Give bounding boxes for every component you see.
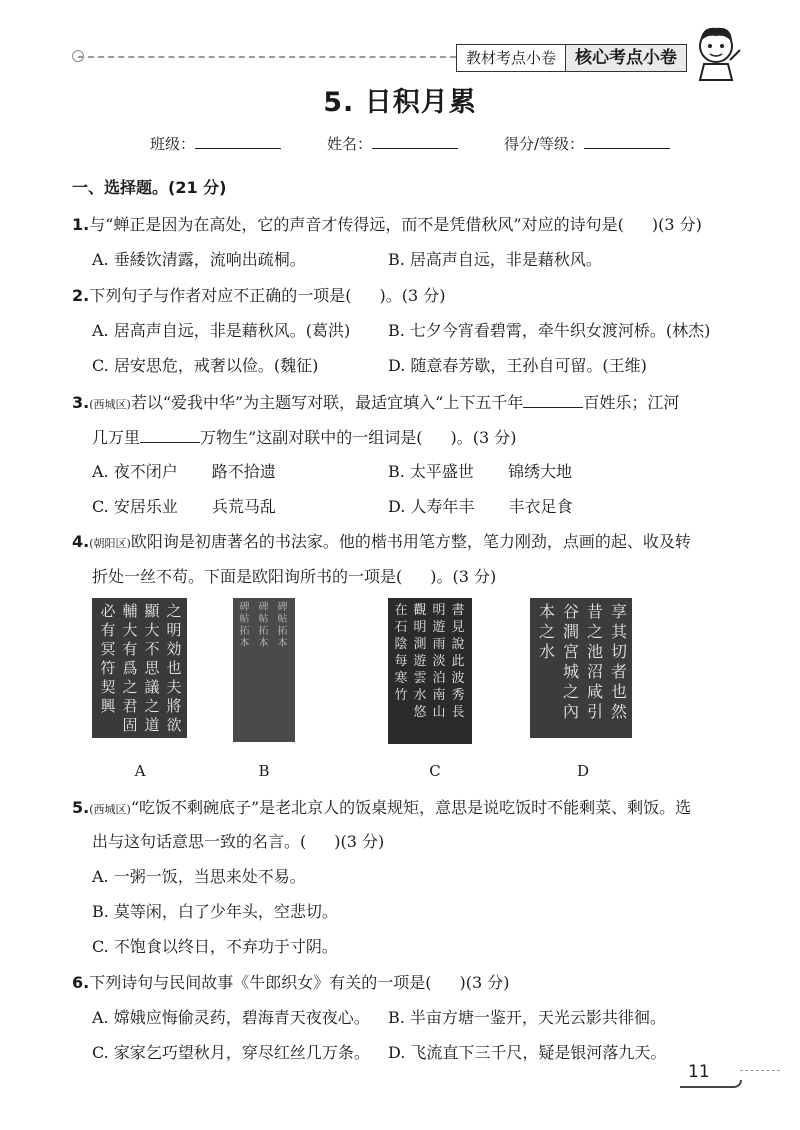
question-points: )。(3 分): [379, 286, 446, 305]
question-number: 3.: [72, 393, 90, 412]
question-3-line-1: [72, 392, 679, 415]
calligraphy-image-d[interactable]: [530, 598, 632, 738]
q5-option-c[interactable]: C. 不饱食以终日，不弃功于寸阴。: [92, 937, 338, 956]
question-text: 出与这句话意思一致的名言。(: [92, 832, 307, 851]
name-label: 姓名：: [326, 135, 372, 153]
callig-column: 輔大有爲之君固: [122, 602, 138, 734]
question-text: 万物生”这副对联中的一组词是(: [200, 428, 423, 447]
callig-column: 享其切者也然: [610, 602, 627, 721]
question-source: (西城区): [89, 398, 131, 411]
option-text: A. 夜不闭户: [92, 462, 178, 481]
q6-option-b[interactable]: B. 半亩方塘一鉴开，天光云影共徘徊。: [388, 1008, 666, 1027]
class-blank[interactable]: [195, 134, 281, 149]
question-text: 与“蝉正是因为在高处，它的声音才传得远，而不是凭借秋风”对应的诗句是(: [89, 215, 624, 234]
question-text: 下列句子与作者对应不正确的一项是(: [89, 286, 352, 305]
question-text: 百姓乐；江河: [583, 393, 680, 412]
couplet-blank-1[interactable]: [523, 392, 583, 408]
question-points: )(3 分): [651, 215, 702, 234]
question-number: 6.: [72, 973, 90, 992]
score-field[interactable]: [504, 133, 670, 154]
question-6: [72, 973, 509, 993]
callig-column: 之明効也夫將欲: [166, 602, 182, 734]
name-blank[interactable]: [372, 134, 458, 149]
question-5-line-1: [72, 798, 691, 820]
image-label-c: C: [429, 762, 441, 780]
q5-option-b[interactable]: B. 莫等闲，白了少年头，空悲切。: [92, 902, 338, 921]
question-text: “吃饭不剩碗底子”是老北京人的饭桌规矩，意思是说吃饭时不能剩菜、剩饭。选: [130, 798, 692, 817]
question-text: 折处一丝不苟。下面是欧阳询所书的一项是(: [92, 567, 403, 586]
image-label-b: B: [258, 762, 270, 780]
score-label: 得分/等级：: [503, 135, 584, 153]
question-4-line-2: [92, 567, 496, 587]
q3-option-a[interactable]: [92, 462, 276, 482]
question-4-line-1: [72, 532, 691, 554]
question-5-line-2: [92, 832, 384, 852]
q3-option-b[interactable]: [388, 462, 572, 482]
callig-column: 昔之池沼咸引: [586, 602, 603, 721]
header-tag-core: 核心考点小卷: [565, 44, 687, 72]
q6-option-d[interactable]: D. 飞流直下三千尺，疑是银河落九天。: [388, 1043, 667, 1062]
page-number: 11: [688, 1062, 710, 1082]
question-points: )。(3 分): [430, 567, 497, 586]
q2-option-a[interactable]: A. 居高声自远，非是藉秋风。(葛洪): [92, 321, 351, 340]
page-title: 5. 日积月累: [323, 87, 477, 118]
footer-dashed-line: [740, 1070, 780, 1071]
option-text: D. 人寿年丰: [388, 497, 475, 516]
question-number: 2.: [72, 286, 90, 305]
question-1: [72, 215, 702, 235]
callig-column: 谷澗宮城之內: [562, 602, 579, 721]
q1-option-b[interactable]: B. 居高声自远，非是藉秋风。: [388, 250, 602, 269]
calligraphy-image-c[interactable]: [388, 598, 472, 744]
callig-column: 明遊雨淡泊南山: [432, 603, 446, 720]
score-blank[interactable]: [584, 134, 670, 149]
class-field[interactable]: [150, 133, 281, 154]
callig-column: 觀明測遊雲水悠: [413, 603, 427, 720]
image-label-d: D: [576, 762, 590, 780]
name-field[interactable]: [327, 133, 458, 154]
option-text: 路不拾遗: [211, 462, 276, 481]
question-text: 若以“爱我中华”为主题写对联，最适宜填入“上下五千年: [130, 393, 524, 412]
callig-column: 本之水: [538, 602, 555, 661]
q3-option-d[interactable]: [388, 497, 572, 517]
callig-column: 顯大不思議之道: [144, 602, 160, 734]
question-points: )(3 分): [459, 973, 510, 992]
class-label: 班级：: [150, 135, 196, 153]
option-text: 锦绣大地: [507, 462, 572, 481]
question-text: 欧阳询是初唐著名的书法家。他的楷书用笔方整，笔力刚劲，点画的起、收及转: [130, 532, 691, 551]
q5-option-a[interactable]: A. 一粥一饭，当思来处不易。: [92, 867, 306, 886]
callig-column: 碑帖拓本: [258, 602, 269, 649]
callig-column: 碑帖拓本: [239, 602, 250, 649]
header-dashed-line: [78, 56, 456, 58]
q6-option-a[interactable]: A. 嫦娥应悔偷灵药，碧海青天夜夜心。: [92, 1008, 370, 1027]
question-2: [72, 286, 445, 306]
option-text: B. 太平盛世: [388, 462, 474, 481]
section-heading: 一、选择题。(21 分): [72, 178, 227, 197]
question-number: 5.: [72, 798, 90, 817]
question-points: )。(3 分): [450, 428, 517, 447]
question-3-line-2: [92, 427, 516, 448]
question-number: 1.: [72, 215, 90, 234]
q1-option-a[interactable]: A. 垂緌饮清露，流响出疏桐。: [92, 250, 306, 269]
question-source: (西城区): [89, 803, 131, 816]
q2-option-c[interactable]: C. 居安思危，戒奢以俭。(魏征): [92, 356, 319, 375]
callig-column: 在石陰每寒竹: [394, 603, 408, 703]
q3-option-c[interactable]: [92, 497, 276, 517]
calligraphy-image-a[interactable]: [92, 598, 187, 738]
question-source: (朝阳区): [89, 537, 131, 550]
page-number-underline: [680, 1080, 742, 1088]
q6-option-c[interactable]: C. 家家乞巧望秋月，穿尽红丝几万条。: [92, 1043, 370, 1062]
header-tag-textbook: 教材考点小卷: [456, 44, 565, 72]
student-info-row: [150, 133, 670, 154]
question-points: )(3 分): [334, 832, 385, 851]
option-text: 兵荒马乱: [211, 497, 276, 516]
q2-option-b[interactable]: B. 七夕今宵看碧霄，牵牛织女渡河桥。(林杰): [388, 321, 711, 340]
question-text: 几万里: [92, 428, 141, 447]
callig-column: 碑帖拓本: [277, 602, 288, 649]
callig-column: 書見說此波秀長: [451, 603, 465, 720]
image-label-a: A: [134, 762, 146, 780]
mascot-boy-icon: [686, 20, 746, 82]
q2-option-d[interactable]: D. 随意春芳歇，王孙自可留。(王维): [388, 356, 647, 375]
option-text: 丰衣足食: [508, 497, 573, 516]
couplet-blank-2[interactable]: [140, 427, 200, 443]
calligraphy-image-b[interactable]: [233, 598, 295, 742]
callig-column: 必有冥符契興: [100, 602, 116, 715]
option-text: C. 安居乐业: [92, 497, 178, 516]
question-text: 下列诗句与民间故事《牛郎织女》有关的一项是(: [89, 973, 432, 992]
question-number: 4.: [72, 532, 90, 551]
